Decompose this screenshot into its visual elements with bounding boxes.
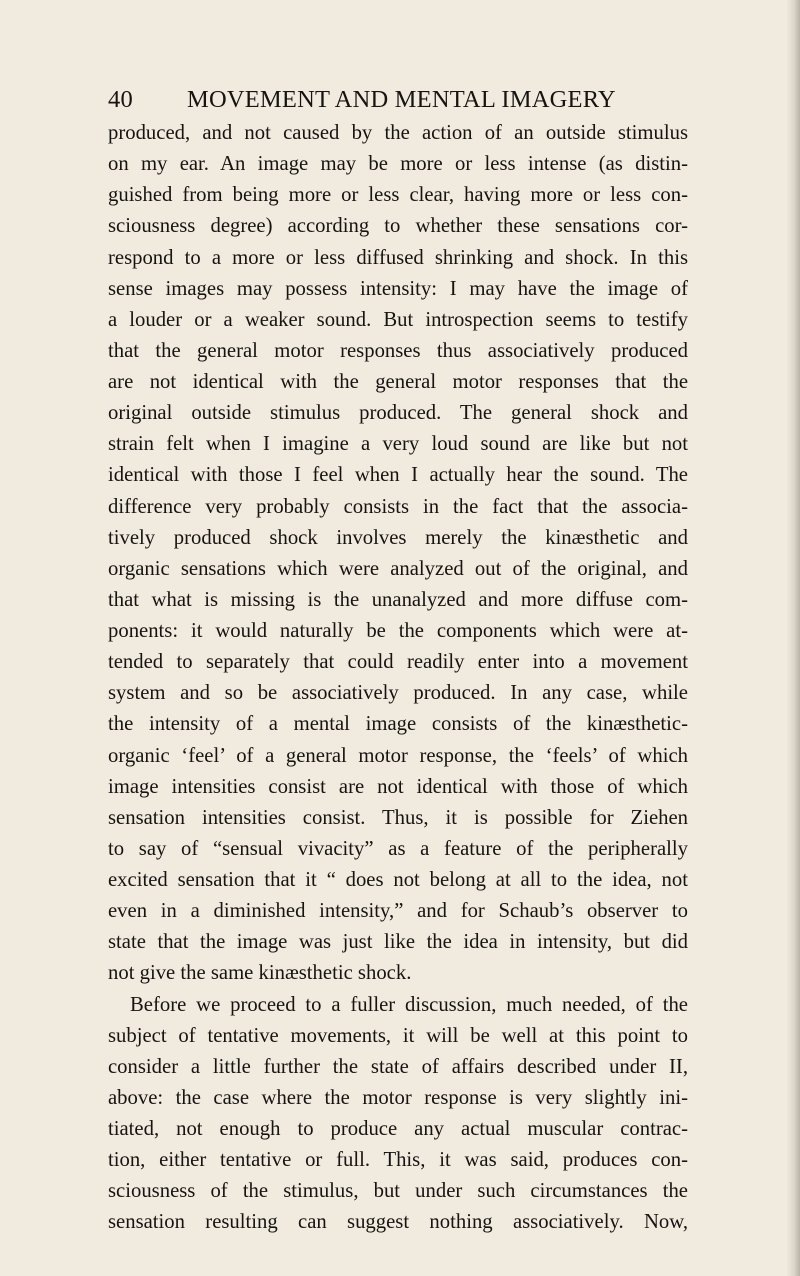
text-line: are not identical with the general motor responses that the — [108, 371, 688, 393]
text-line: tiated, not enough to produce any actual muscular contrac- — [108, 1118, 688, 1140]
page-number: 40 — [108, 86, 133, 113]
text-line: organic ‘feel’ of a general motor response, the ‘feels’ of which — [108, 744, 688, 767]
text-line: that what is missing is the unanalyzed and more diffuse com- — [108, 588, 688, 611]
text-line: the intensity of a mental image consists of the kinæsthetic- — [108, 713, 688, 736]
text-line: on my ear. An image may be more or less intense (as distin- — [108, 153, 688, 176]
text-line: a louder or a weaker sound. But introspection seems to testify — [108, 308, 688, 331]
text-line: sensation intensities consist. Thus, it is possible for Ziehen — [108, 806, 688, 829]
page-edge-shadow — [786, 0, 800, 1276]
text-line: system and so be associatively produced. In any case, while — [108, 682, 688, 705]
text-line: subject of tentative movements, it will be well at this point to — [108, 1024, 688, 1047]
text-line: sensation resulting can suggest nothing associatively. Now, — [108, 1211, 688, 1234]
text-line: identical with those I feel when I actually hear the sound. The — [108, 464, 688, 487]
text-line: respond to a more or less diffused shrinking and shock. In this — [108, 246, 688, 269]
page-header — [108, 86, 688, 116]
text-line: tended to separately that could readily enter into a movement — [108, 651, 688, 674]
text-line: ponents: it would naturally be the components which were at- — [108, 620, 688, 642]
text-line: image intensities consist are not identical with those of which — [108, 775, 688, 798]
running-head: MOVEMENT AND MENTAL IMAGERY — [187, 86, 616, 113]
text-line: sciousness degree) according to whether these sensations cor- — [108, 215, 688, 238]
text-line: to say of “sensual vivacity” as a feature of the peripherally — [108, 837, 688, 860]
text-line: Before we proceed to a fuller discussion, much needed, of the — [130, 993, 688, 1016]
text-line: guished from being more or less clear, having more or less con- — [108, 184, 688, 207]
text-line: original outside stimulus produced. The general shock and — [108, 402, 688, 425]
text-line: state that the image was just like the idea in intensity, but did — [108, 931, 688, 954]
text-line: difference very probably consists in the fact that the associa- — [108, 495, 688, 518]
text-line: tively produced shock involves merely the kinæsthetic and — [108, 526, 688, 549]
text-line: tion, either tentative or full. This, it was said, produces con- — [108, 1149, 688, 1172]
text-line: not give the same kinæsthetic shock. — [108, 962, 412, 985]
text-line: that the general motor responses thus associatively produced — [108, 339, 688, 362]
text-line: produced, and not caused by the action of an outside stimulus — [108, 122, 688, 144]
text-line: organic sensations which were analyzed out of the original, and — [108, 557, 688, 580]
text-line: sciousness of the stimulus, but under such circumstances the — [108, 1180, 688, 1203]
text-line: even in a diminished intensity,” and for Schaub’s observer to — [108, 900, 688, 923]
body-text — [108, 118, 688, 1239]
text-line: excited sensation that it “ does not belong at all to the idea, not — [108, 869, 688, 891]
text-line: strain felt when I imagine a very loud sound are like but not — [108, 433, 688, 456]
text-line: consider a little further the state of affairs described under II, — [108, 1055, 688, 1078]
text-line: above: the case where the motor response is very slightly ini- — [108, 1086, 688, 1109]
text-line: sense images may possess intensity: I may have the image of — [108, 277, 688, 300]
